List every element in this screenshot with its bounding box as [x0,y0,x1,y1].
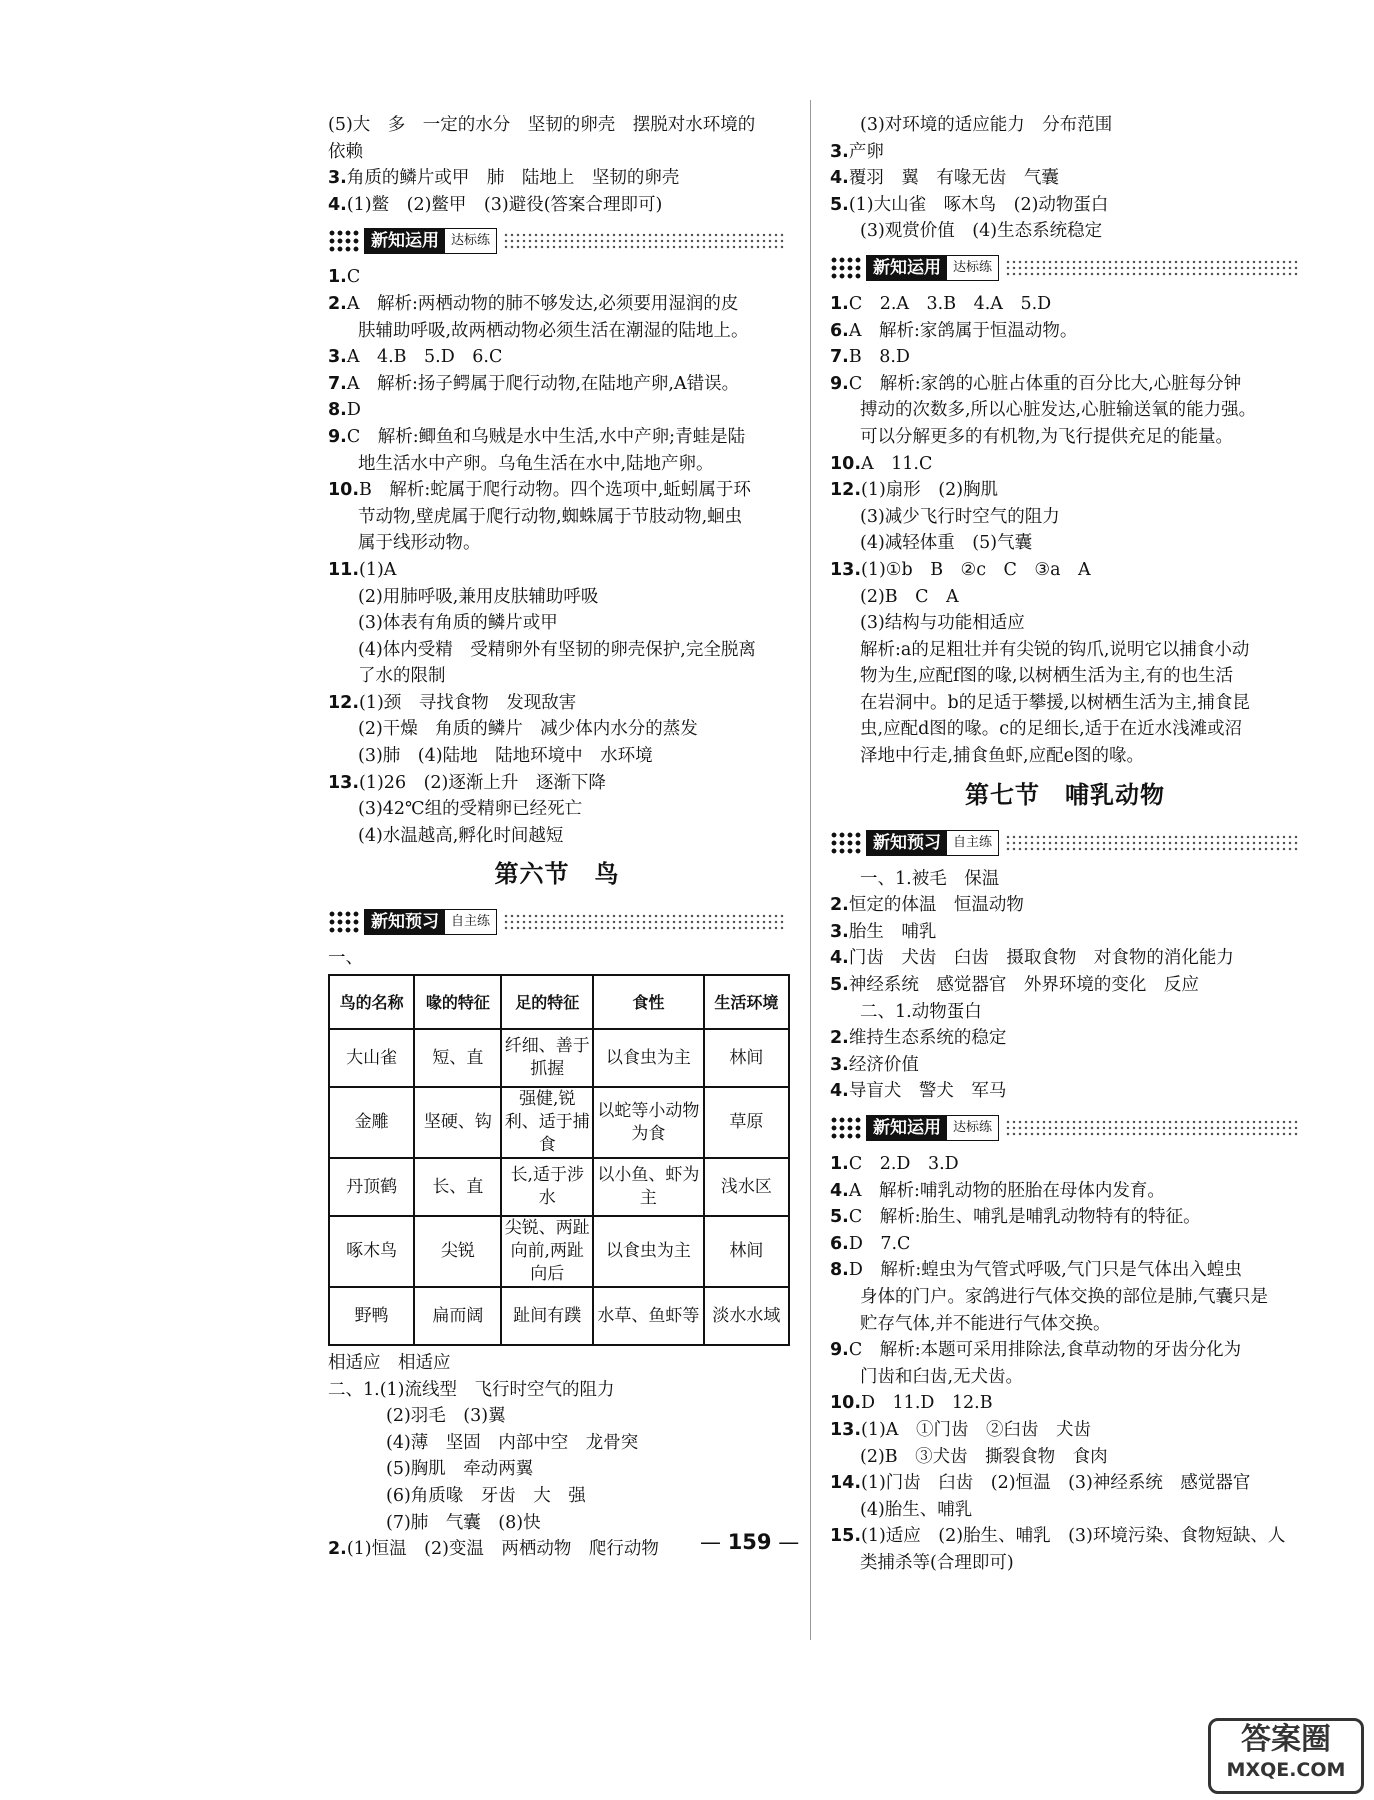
answer-text: 属于线形动物。 [358,533,481,554]
table-cell: 大山雀 [329,1029,414,1087]
answer-line [830,866,1300,893]
answer-text: (3)42℃组的受精卵已经死亡 [358,799,583,820]
table-header-cell: 鸟的名称 [329,975,414,1029]
header-xinzhi-yunyong-1 [328,226,786,256]
watermark-line2: MXQE.COM [1226,1759,1346,1781]
answer-line [328,139,786,166]
answer-line [830,291,1300,318]
answer-text: A 4.B 5.D 6.C [346,347,503,368]
answer-line [830,663,1300,690]
answer-line [830,1078,1300,1105]
answer-text: (1)A [359,559,397,580]
header-dotted-tail [1005,834,1300,852]
answer-text: 相适应 相适应 [328,1353,451,1374]
answer-line [328,1456,786,1483]
answer-line [830,1204,1300,1231]
answer-text: (1)适应 (2)胎生、哺乳 (3)环境污染、食物短缺、人 [861,1526,1286,1547]
answer-line [328,637,786,664]
header-dots-icon [830,831,862,855]
answer-line [830,1337,1300,1364]
answer-text: (1)门齿 臼齿 (2)恒温 (3)神经系统 感觉器官 [861,1473,1251,1494]
answer-text: (4)薄 坚固 内部中空 龙骨突 [386,1432,639,1453]
question-number: 9. [328,426,347,447]
question-number: 5. [830,1207,849,1228]
header-title: 新知运用 [867,1116,947,1140]
answer-text: (1)颈 寻找食物 发现敌害 [359,692,577,713]
answer-line [328,344,786,371]
right-column [830,112,1300,1577]
question-number: 7. [830,347,849,368]
header-xinzhi-yuxi-2 [830,828,1300,858]
table-header-cell: 喙的特征 [414,975,501,1029]
table-cell: 浅水区 [704,1158,789,1216]
question-number: 8. [328,400,347,421]
answer-text: (5)大 多 一定的水分 坚韧的卵壳 摆脱对水环境的 [328,115,756,135]
answer-line [328,610,786,637]
answer-text: (1)鳖 (2)鳖甲 (3)避役(答案合理即可) [346,194,663,215]
answer-line [830,690,1300,717]
answer-line [830,584,1300,611]
answer-line [830,112,1300,139]
table-row [329,1029,789,1087]
question-number: 8. [830,1260,849,1281]
answer-text: (2)羽毛 (3)翼 [386,1406,506,1427]
question-number: 15. [830,1526,862,1547]
answer-text: A 解析:家鸽属于恒温动物。 [848,320,1078,341]
answer-line [830,972,1300,999]
answer-text: 节动物,壁虎属于爬行动物,蜘蛛属于节肢动物,蛔虫 [358,506,743,527]
answer-line [328,530,786,557]
answer-line [328,690,786,717]
table-cell: 以小鱼、虾为主 [593,1158,704,1216]
table-header-cell: 生活环境 [704,975,789,1029]
answer-line [830,371,1300,398]
table-cell: 淡水水域 [704,1287,789,1345]
answer-text: (3)对环境的适应能力 分布范围 [860,115,1113,135]
answer-line [830,919,1300,946]
answer-line [328,424,786,451]
header-dotted-tail [1005,1119,1300,1137]
answer-text: B 8.D [848,347,910,368]
answer-text: 贮存气体,并不能进行气体交换。 [860,1313,1111,1334]
header-xinzhi-yuxi-1 [328,907,786,937]
table-cell: 尖锐 [414,1216,501,1287]
answer-line [328,165,786,192]
answer-line [830,530,1300,557]
table-cell: 金雕 [329,1087,414,1158]
right-yunyong2-answers [830,1151,1300,1577]
answer-text: 依赖 [328,141,363,162]
answer-text: 覆羽 翼 有喙无齿 气囊 [848,168,1059,189]
answer-text: 肤辅助呼吸,故两栖动物必须生活在潮湿的陆地上。 [358,320,749,341]
table-cell: 水草、鱼虾等 [593,1287,704,1345]
table-cell: 草原 [704,1087,789,1158]
answer-text: (4)减轻体重 (5)气囊 [860,533,1033,554]
answer-text: (3)结构与功能相适应 [860,613,1025,634]
question-number: 4. [830,1081,849,1102]
answer-line [830,1444,1300,1471]
answer-text: (3)观赏价值 (4)生态系统稳定 [860,221,1103,242]
answer-line [830,1052,1300,1079]
table-cell: 以食虫为主 [593,1029,704,1087]
answer-line [830,192,1300,219]
answer-text: 神经系统 感觉器官 外界环境的变化 反应 [848,975,1199,996]
answer-line [830,1151,1300,1178]
answer-text: D 7.C [848,1233,911,1254]
section-title-mammals: 第七节 哺乳动物 [965,780,1165,809]
answer-line [830,424,1300,451]
answer-line [830,1025,1300,1052]
table-cell: 坚硬、钩 [414,1087,501,1158]
answer-line [830,477,1300,504]
header-title: 新知运用 [867,256,947,280]
answer-line [830,1364,1300,1391]
question-number: 2. [328,1539,347,1560]
answer-text: C 解析:胎生、哺乳是哺乳动物特有的特征。 [848,1207,1201,1228]
answer-line [830,165,1300,192]
answer-line [328,504,786,531]
header-subtitle: 达标练 [947,1116,998,1140]
table-row [329,1158,789,1216]
answer-text: 胎生 哺乳 [848,921,937,942]
answer-line [830,1257,1300,1284]
table-cell: 趾间有蹼 [501,1287,593,1345]
table-cell: 丹顶鹤 [329,1158,414,1216]
answer-text: 可以分解更多的有机物,为飞行提供充足的能量。 [860,426,1234,447]
answer-text: C 2.A 3.B 4.A 5.D [848,293,1052,314]
answer-text: (1)大山雀 啄木鸟 (2)动物蛋白 [848,194,1109,215]
answer-line [830,1311,1300,1338]
answer-text: 搏动的次数多,所以心脏发达,心脏输送氧的能力强。 [860,400,1257,421]
table-cell: 以食虫为主 [593,1216,704,1287]
answer-text: 产卵 [848,141,884,162]
question-number: 13. [830,1419,862,1440]
question-number: 7. [328,373,347,394]
answer-line [328,397,786,424]
answer-line [830,1178,1300,1205]
question-number: 9. [830,1340,849,1361]
answer-line [830,716,1300,743]
answer-line [830,743,1300,770]
question-number: 3. [328,168,347,189]
table-cell: 纤细、善于抓握 [501,1029,593,1087]
answer-text: 类捕杀等(合理即可) [860,1552,1014,1573]
answer-line [830,1284,1300,1311]
question-number: 6. [830,1233,849,1254]
question-number: 5. [830,194,849,215]
answer-line [830,1523,1300,1550]
question-number: 13. [328,772,360,793]
answer-text: 二、1.(1)流线型 飞行时空气的阻力 [328,1379,615,1400]
answer-text: 泽地中行走,捕食鱼虾,应配e图的喙。 [860,746,1144,767]
question-number: 10. [328,480,360,501]
answer-text: (2)干燥 角质的鳞片 减少体内水分的蒸发 [358,719,698,740]
answer-line [328,264,786,291]
answer-text: 在岩洞中。b的足适于攀援,以树栖生活为主,捕食昆 [860,692,1250,713]
answer-text: B 解析:蛇属于爬行动物。四个选项中,蚯蚓属于环 [359,480,751,501]
answer-line [830,1231,1300,1258]
table-header-cell: 足的特征 [501,975,593,1029]
question-number: 4. [830,1180,849,1201]
question-number: 5. [830,975,849,996]
answer-text: (4)水温越高,孵化时间越短 [358,825,564,846]
question-number: 14. [830,1473,862,1494]
answer-text: (2)B C A [860,586,959,607]
answer-line [830,637,1300,664]
table-cell: 扁而阔 [414,1287,501,1345]
question-number: 3. [830,141,849,162]
question-number: 4. [830,168,849,189]
answer-line [328,584,786,611]
answer-text: 二、1.动物蛋白 [860,1001,982,1022]
page-number: — 159 — [700,1530,799,1554]
question-number: 2. [830,1028,849,1049]
header-subtitle: 达标练 [445,229,496,253]
answer-line [830,945,1300,972]
header-dots-icon [830,1116,862,1140]
answer-text: A 解析:扬子鳄属于爬行动物,在陆地产卵,A错误。 [346,373,740,394]
answer-text: (4)体内受精 受精卵外有坚韧的卵壳保护,完全脱离 [358,639,756,660]
question-number: 3. [830,1054,849,1075]
right-top-answers [830,112,1300,245]
answer-text: (1)扇形 (2)胸肌 [861,480,999,501]
answer-line [830,318,1300,345]
answer-line [830,1417,1300,1444]
answer-text: (3)减少飞行时空气的阻力 [860,506,1060,527]
table-cell: 短、直 [414,1029,501,1087]
answer-text: (4)胎生、哺乳 [860,1499,973,1520]
table-row [329,1087,789,1158]
question-number: 13. [830,559,862,580]
answer-text: A 11.C [861,453,933,474]
table-cell: 林间 [704,1029,789,1087]
answer-line [328,477,786,504]
header-dotted-tail [503,232,786,250]
answer-text: 恒定的体温 恒温动物 [848,895,1024,916]
header-subtitle: 自主练 [445,910,496,934]
left-column [328,112,786,1563]
answer-text: 了水的限制 [358,666,446,687]
answer-line [328,291,786,318]
header-subtitle: 达标练 [947,256,998,280]
answer-line [328,112,786,139]
answer-text: C [346,267,361,288]
question-number: 9. [830,373,849,394]
question-number: 12. [830,480,862,501]
answer-line [328,663,786,690]
header-title: 新知预习 [365,910,445,934]
answer-line [830,451,1300,478]
table-row [329,1287,789,1345]
answer-text: (1)①b B ②c C ③a A [861,559,1091,580]
question-number: 10. [830,1393,862,1414]
column-divider [810,100,811,1640]
bird-table [328,974,790,1346]
answer-text: (6)角质喙 牙齿 大 强 [386,1486,586,1506]
question-number: 4. [830,948,849,969]
answer-text: A 解析:两栖动物的肺不够发达,必须要用湿润的皮 [346,293,739,314]
answer-text: (1)26 (2)逐渐上升 逐渐下降 [359,772,606,793]
answer-text: 经济价值 [848,1054,919,1075]
answer-line [328,823,786,850]
answer-text: 地生活水中产卵。乌龟生活在水中,陆地产卵。 [358,453,714,474]
answer-line [830,504,1300,531]
header-dotted-tail [1005,259,1300,277]
answer-text: (7)肺 气囊 (8)快 [386,1512,541,1533]
answer-text: 门齿和臼齿,无犬齿。 [860,1366,1024,1387]
answer-text: (1)A ①门齿 ②臼齿 犬齿 [861,1419,1091,1440]
section-title-birds: 第六节 鸟 [494,860,620,889]
question-number: 2. [328,293,347,314]
answer-line [328,1430,786,1457]
answer-line [328,796,786,823]
answer-line [830,1550,1300,1577]
answer-text: D 解析:蝗虫为气管式呼吸,气门只是气体出入蝗虫 [848,1260,1242,1281]
answer-line [328,451,786,478]
question-number: 6. [830,320,849,341]
answer-text: C 解析:鲫鱼和乌贼是水中生活,水中产卵;青蛙是陆 [346,426,746,447]
question-number: 3. [328,347,347,368]
answer-text: 维持生态系统的稳定 [848,1028,1007,1049]
answer-line [830,892,1300,919]
answer-line [328,716,786,743]
answer-text: C 解析:家鸽的心脏占体重的百分比大,心脏每分钟 [848,373,1242,394]
answer-text: C 2.D 3.D [848,1154,959,1174]
answer-line [830,610,1300,637]
answer-text: (1)恒温 (2)变温 两栖动物 爬行动物 [346,1539,659,1560]
answer-text: 解析:a的足粗壮并有尖锐的钩爪,说明它以捕食小动 [860,639,1250,660]
answer-line [328,371,786,398]
table-cell: 林间 [704,1216,789,1287]
table-cell: 以蛇等小动物为食 [593,1087,704,1158]
table-cell: 长、直 [414,1158,501,1216]
answer-line [830,344,1300,371]
question-number: 1. [328,267,347,288]
answer-line [830,1390,1300,1417]
table-header-cell: 食性 [593,975,704,1029]
header-dots-icon [328,910,360,934]
question-number: 3. [830,921,849,942]
question-number: 1. [830,293,849,314]
answer-line [328,770,786,797]
question-number: 10. [830,453,862,474]
header-dotted-tail [503,913,786,931]
answer-text: (2)B ③犬齿 撕裂食物 食肉 [860,1446,1108,1467]
answer-text: A 解析:哺乳动物的胚胎在母体内发育。 [848,1180,1165,1201]
answer-line [328,318,786,345]
answer-text: 物为生,应配f图的喙,以树栖生活为主,有的也生活 [860,666,1234,687]
answer-text: 虫,应配d图的喙。c的足细长,适于在近水浅滩或沼 [860,719,1243,740]
table-row [329,1216,789,1287]
answer-line [830,397,1300,424]
answer-line [830,1497,1300,1524]
answer-text: (3)体表有角质的鳞片或甲 [358,613,558,634]
table-cell: 野鸭 [329,1287,414,1345]
answer-line [328,1377,786,1404]
header-dots-icon [328,229,360,253]
right-yuxi-answers [830,866,1300,1105]
answer-line [328,557,786,584]
watermark-line1: 答案圈 [1241,1722,1331,1757]
answer-text: C 解析:本题可采用排除法,食草动物的牙齿分化为 [848,1340,1242,1361]
answer-line [328,192,786,219]
question-number: 4. [328,194,347,215]
answer-text: 角质的鳞片或甲 肺 陆地上 坚韧的卵壳 [346,168,680,189]
left-yunyong-answers [328,264,786,849]
header-xinzhi-yunyong-2 [830,253,1300,283]
table-cell: 啄木鸟 [329,1216,414,1287]
answer-text: 一、1.被毛 保温 [860,868,1000,889]
answer-text: (5)胸肌 牵动两翼 [386,1459,534,1480]
answer-line [328,1350,786,1377]
header-xinzhi-yunyong-3 [830,1113,1300,1143]
answer-text: (2)用肺呼吸,兼用皮肤辅助呼吸 [358,586,599,607]
answer-line [830,139,1300,166]
answer-line [328,743,786,770]
table-cell: 尖锐、两趾向前,两趾向后 [501,1216,593,1287]
question-number: 12. [328,692,360,713]
header-subtitle: 自主练 [947,831,998,855]
table-cell: 强健,锐利、适于捕食 [501,1087,593,1158]
answer-line [830,999,1300,1026]
question-number: 11. [328,559,360,580]
answer-text: 身体的门户。家鸽进行气体交换的部位是肺,气囊只是 [860,1286,1269,1307]
answer-line [830,1470,1300,1497]
right-yunyong-answers [830,291,1300,770]
left-top-answers [328,112,786,218]
table-cell: 长,适于涉水 [501,1158,593,1216]
answer-text: 门齿 犬齿 臼齿 摄取食物 对食物的消化能力 [848,948,1234,969]
answer-line [328,1403,786,1430]
answer-text: (3)肺 (4)陆地 陆地环境中 水环境 [358,746,653,767]
answer-line [328,1483,786,1510]
header-title: 新知运用 [365,229,445,253]
answer-text: D [346,400,361,421]
answer-text: D 11.D 12.B [861,1393,993,1414]
question-number: 2. [830,895,849,916]
answer-line [830,218,1300,245]
header-dots-icon [830,256,862,280]
part-one-label: 一、 [328,948,363,969]
answer-line [830,557,1300,584]
watermark-logo [1208,1718,1364,1794]
answer-text: 导盲犬 警犬 军马 [848,1081,1007,1102]
header-title: 新知预习 [867,831,947,855]
question-number: 1. [830,1154,849,1174]
